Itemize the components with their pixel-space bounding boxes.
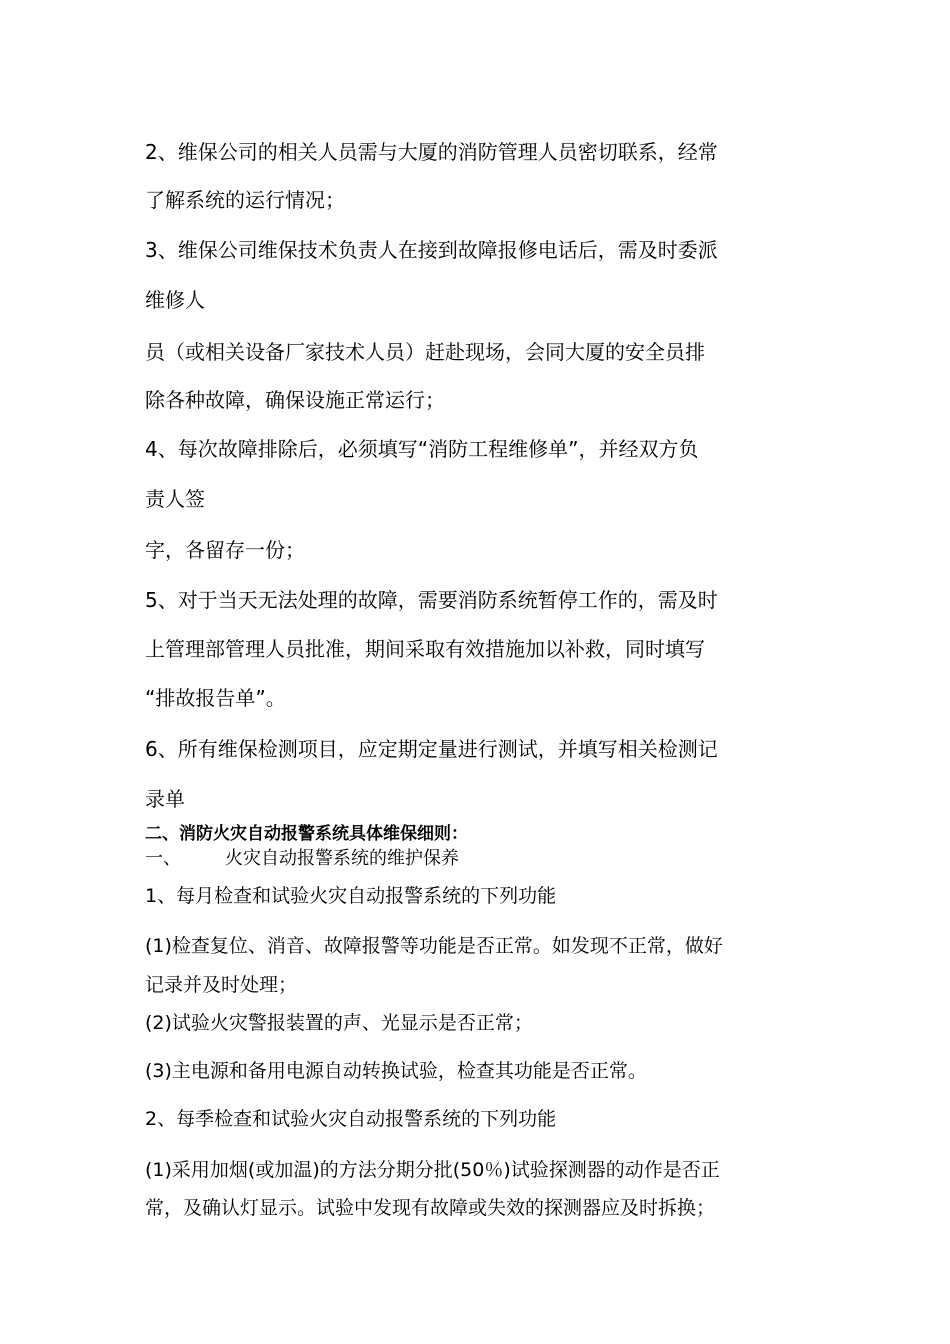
paragraph-line: 6、所有维保检测项目，应定期定量进行测试，并填写相关检测记 xyxy=(145,737,718,761)
list-item: (1)采用加烟(或加温)的方法分期分批(50％)试验探测器的动作是否正 xyxy=(145,1159,720,1181)
paragraph-line: 字，各留存一份； xyxy=(145,538,305,562)
paragraph-line: 了解系统的运行情况； xyxy=(145,188,345,212)
paragraph-line: 责人签 xyxy=(145,487,205,511)
list-item: 1、每月检查和试验火灾自动报警系统的下列功能 xyxy=(145,885,557,907)
paragraph-line: 维修人 xyxy=(145,288,205,312)
paragraph-line: 员（或相关设备厂家技术人员）赶赴现场，会同大厦的安全员排 xyxy=(145,340,705,364)
list-item: 2、每季检查和试验火灾自动报警系统的下列功能 xyxy=(145,1108,557,1130)
paragraph-line: 录单 xyxy=(145,787,185,811)
paragraph-line: 5、对于当天无法处理的故障，需要消防系统暂停工作的，需及时 xyxy=(145,588,718,612)
paragraph-line: 2、维保公司的相关人员需与大厦的消防管理人员密切联系，经常 xyxy=(145,140,718,164)
paragraph-line: 除各种故障，确保设施正常运行； xyxy=(145,388,445,412)
subsection-title: 火灾自动报警系统的维护保养 xyxy=(225,848,459,869)
list-item: (3)主电源和备用电源自动转换试验，检查其功能是否正常。 xyxy=(145,1060,647,1082)
section-heading: 二、消防火灾自动报警系统具体维保细则： xyxy=(145,824,468,844)
list-item: 常，及确认灯显示。试验中发现有故障或失效的探测器应及时拆换； xyxy=(145,1197,716,1219)
list-item: 记录并及时处理； xyxy=(145,974,298,996)
subsection-heading xyxy=(145,848,459,870)
paragraph-line: 4、每次故障排除后，必须填写“消防工程维修单”，并经双方负 xyxy=(145,437,699,461)
paragraph-line: 上管理部管理人员批准，期间采取有效措施加以补救，同时填写 xyxy=(145,637,705,661)
subsection-number: 一、 xyxy=(145,848,181,869)
list-item: (1)检查复位、消音、故障报警等功能是否正常。如发现不正常，做好 xyxy=(145,935,723,957)
paragraph-line: “排故报告单”。 xyxy=(145,686,286,710)
list-item: (2)试验火灾警报装置的声、光显示是否正常； xyxy=(145,1012,533,1034)
paragraph-line: 3、维保公司维保技术负责人在接到故障报修电话后，需及时委派 xyxy=(145,238,718,262)
